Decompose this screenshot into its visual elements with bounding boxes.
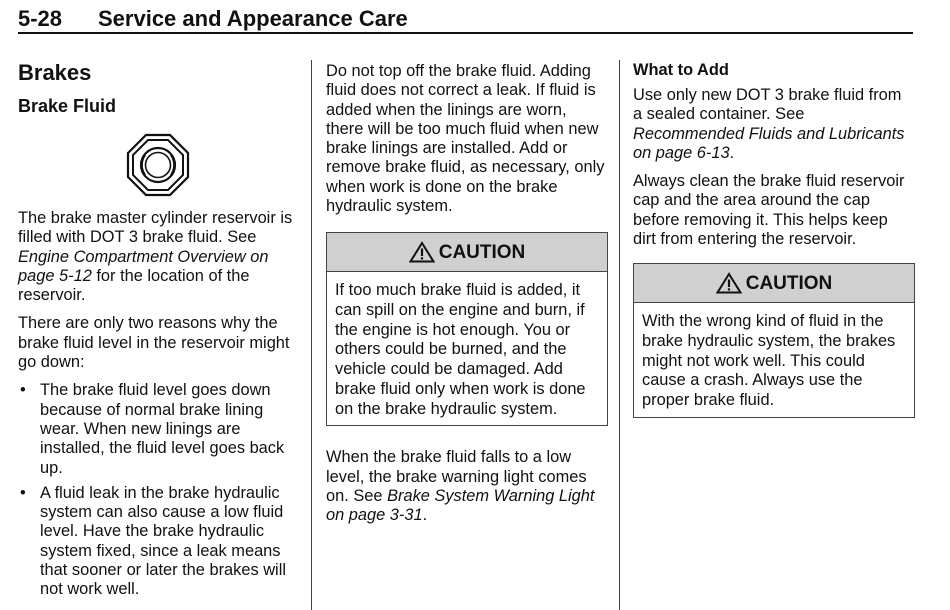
warning-triangle-icon <box>409 241 435 263</box>
list-item: • The brake fluid level goes down because of normal brake lining wear. When new linings are installed, the fluid level goes back up. <box>20 381 285 477</box>
caution-box-overfill <box>326 232 608 426</box>
bullet-marker: • <box>20 381 26 400</box>
page-header <box>18 6 913 34</box>
caution-header <box>327 233 607 272</box>
recommended-fluids-reference: Recommended Fluids and Lubricants on page 6-13 <box>633 124 905 162</box>
column-2 <box>326 62 608 534</box>
caution-label: CAUTION <box>745 272 833 294</box>
page-number: 5-28 <box>18 6 63 31</box>
caution-box-wrong-fluid <box>633 263 915 418</box>
list-item: • A fluid leak in the brake hydraulic system can also cause a low fluid level. Have the brake hydraulic system fixed, since a leak means that sooner or later the brakes will not work well. <box>20 483 286 599</box>
caution-header <box>634 264 914 303</box>
bullet-marker: • <box>20 483 26 502</box>
column-divider-1 <box>311 60 312 610</box>
brake-fluid-icon <box>18 133 298 193</box>
column-1 <box>18 60 298 606</box>
column-divider-2 <box>619 60 620 610</box>
caution-text: If too much brake fluid is added, it can spill on the engine and burn, if the engine is hot enough. You or others could be burned, and the vehicle could be damaged. Add brake fluid only when work is done on the brake hydraulic system. <box>335 281 586 418</box>
low-level-paragraph: When the brake fluid falls to a low level, the brake warning light comes on. See Brake System Warning Light on page 3-31. <box>326 448 595 525</box>
caution-text: With the wrong kind of fluid in the brake hydraulic system, the brakes might not work well. This could cause a crash. Always use the proper brake fluid. <box>642 312 896 410</box>
subsection-title: Brake Fluid <box>18 96 117 116</box>
column-3 <box>633 60 915 436</box>
reasons-paragraph: There are only two reasons why the brake fluid level in the reservoir might go down: <box>18 314 290 372</box>
intro-paragraph: The brake master cylinder reservoir is filled with DOT 3 brake fluid. See Engine Compartment Overview on page 5-12 for the location of the reservoir. <box>18 209 293 305</box>
what-to-add-heading: What to Add <box>633 61 729 79</box>
caution-label: CAUTION <box>438 241 526 263</box>
chapter-title: Service and Appearance Care <box>98 6 408 31</box>
section-title: Brakes <box>18 60 92 85</box>
reasons-list <box>18 381 298 599</box>
warning-triangle-icon <box>716 272 742 294</box>
top-off-paragraph: Do not top off the brake fluid. Adding fluid does not correct a leak. If fluid is added when the linings are worn, there will be too much fluid when new brake linings are installed. Add or remove brake fluid, as necessary, only when work is done on the brake hydraulic system. <box>326 62 605 216</box>
warning-light-reference: Brake System Warning Light on page 3-31 <box>326 486 595 525</box>
fluid-type-paragraph: Use only new DOT 3 brake fluid from a sealed container. See Recommended Fluids and Lubricants on page 6-13. <box>633 86 905 162</box>
clean-cap-paragraph: Always clean the brake fluid reservoir cap and the area around the cap before removing it. This helps keep dirt from entering the reservoir. <box>633 172 905 249</box>
engine-overview-reference: Engine Compartment Overview on page 5-12 <box>18 247 269 285</box>
